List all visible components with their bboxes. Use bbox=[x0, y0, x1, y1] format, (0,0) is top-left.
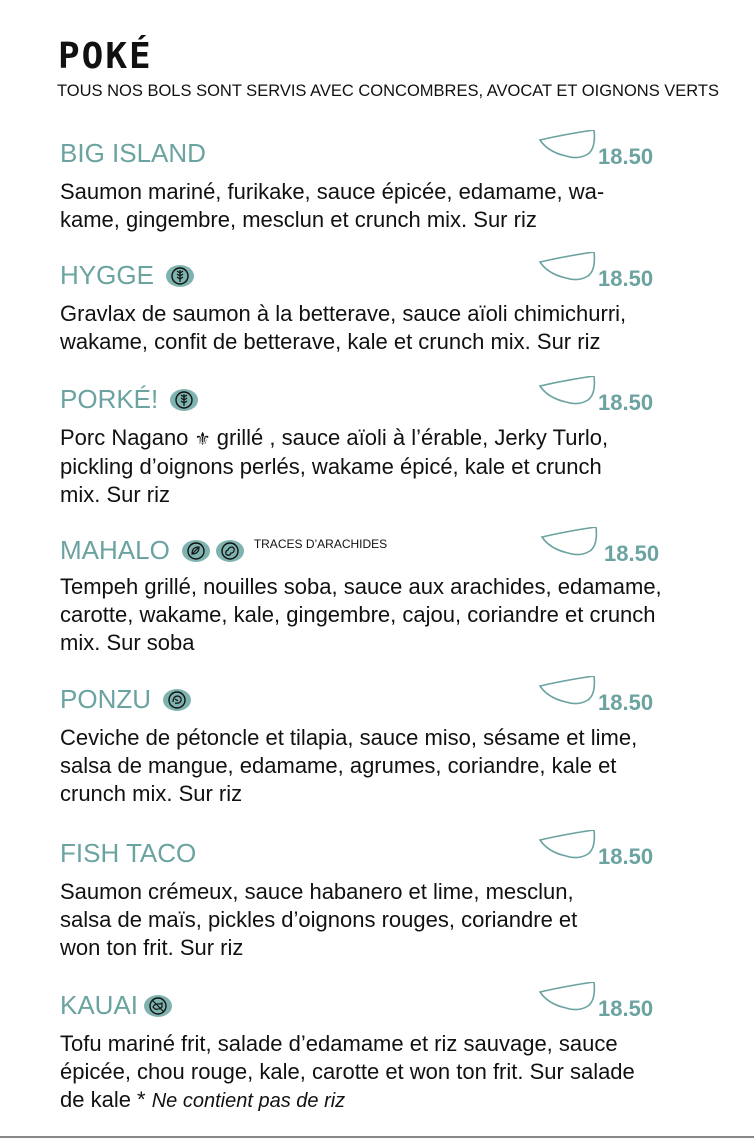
bowl-icon bbox=[538, 130, 598, 164]
vegan-leaf-icon bbox=[182, 540, 210, 562]
item-price: 18.50 bbox=[598, 996, 654, 1021]
item-name: PORKÉ! bbox=[60, 384, 159, 414]
item-name: BIG ISLAND bbox=[60, 138, 206, 168]
item-name-row bbox=[60, 838, 196, 869]
menu-subtitle: TOUS NOS BOLS SONT SERVIS AVEC CONCOMBRES, AVOCAT ET OIGNONS VERTS bbox=[57, 82, 719, 100]
item-name: MAHALO bbox=[60, 535, 170, 565]
item-name: PONZU bbox=[60, 684, 151, 714]
gluten-free-icon bbox=[166, 265, 194, 287]
bowl-icon bbox=[538, 676, 598, 710]
item-price: 18.50 bbox=[598, 266, 654, 291]
item-name: FISH TACO bbox=[60, 838, 197, 868]
item-description: Ceviche de pétoncle et tilapia, sauce miso, sésame et lime, salsa de mangue, edamame, agrumes, coriandre, kale et crunch mix. Sur riz bbox=[60, 725, 638, 806]
menu-title: POKÉ bbox=[58, 36, 153, 77]
bowl-icon bbox=[538, 830, 598, 864]
bottom-divider bbox=[0, 1136, 754, 1138]
item-name-row bbox=[60, 684, 191, 715]
bowl-icon bbox=[540, 527, 600, 561]
item-description: Tofu mariné frit, salade d’edamame et riz sauvage, sauce épicée, chou rouge, kale, carotte et won ton frit. Sur salade de kale * Ne contient pas de riz bbox=[60, 1031, 635, 1112]
bowl-icon bbox=[538, 376, 598, 410]
item-price: 18.50 bbox=[598, 390, 654, 415]
fleur-de-lis-icon: ⚜ bbox=[194, 429, 211, 449]
item-price: 18.50 bbox=[598, 690, 654, 715]
item-price: 18.50 bbox=[598, 144, 654, 169]
no-animal-icon bbox=[144, 995, 172, 1017]
item-name-row bbox=[60, 260, 194, 291]
item-description: Saumon crémeux, sauce habanero et lime, mesclun, salsa de maïs, pickles d’oignons rouges, coriandre et won ton frit. Sur riz bbox=[60, 879, 578, 960]
peanut-icon bbox=[216, 540, 244, 562]
bowl-icon bbox=[538, 982, 598, 1016]
bowl-icon bbox=[538, 252, 598, 286]
item-name: KAUAI bbox=[60, 990, 139, 1020]
item-description: Tempeh grillé, nouilles soba, sauce aux arachides, edamame, carotte, wakame, kale, gingembre, cajou, coriandre et crunch mix. Sur soba bbox=[60, 574, 662, 655]
item-description: Gravlax de saumon à la betterave, sauce aïoli chimichurri, wakame, confit de betterave, kale et crunch mix. Sur riz bbox=[60, 301, 627, 354]
item-price: 18.50 bbox=[598, 844, 654, 869]
item-name-row bbox=[60, 990, 172, 1021]
item-name-row bbox=[60, 535, 387, 566]
item-name-row bbox=[60, 384, 198, 415]
item-description: Saumon mariné, furikake, sauce épicée, edamame, wa- kame, gingembre, mesclun et crunch mix. Sur riz bbox=[60, 179, 605, 232]
item-name: HYGGE bbox=[60, 260, 154, 290]
no-rice-note: Ne contient pas de riz bbox=[151, 1090, 346, 1112]
item-description: Porc Nagano ⚜ grillé , sauce aïoli à l’érable, Jerky Turlo, pickling d’oignons perlés, wakame épicé, kale et crunch mix. Sur riz bbox=[60, 425, 609, 507]
shellfish-icon bbox=[163, 689, 191, 711]
item-name-row bbox=[60, 138, 206, 169]
item-price: 18.50 bbox=[604, 541, 660, 566]
allergen-note: TRACES D’ARACHIDES bbox=[253, 537, 388, 551]
gluten-free-icon bbox=[170, 389, 198, 411]
